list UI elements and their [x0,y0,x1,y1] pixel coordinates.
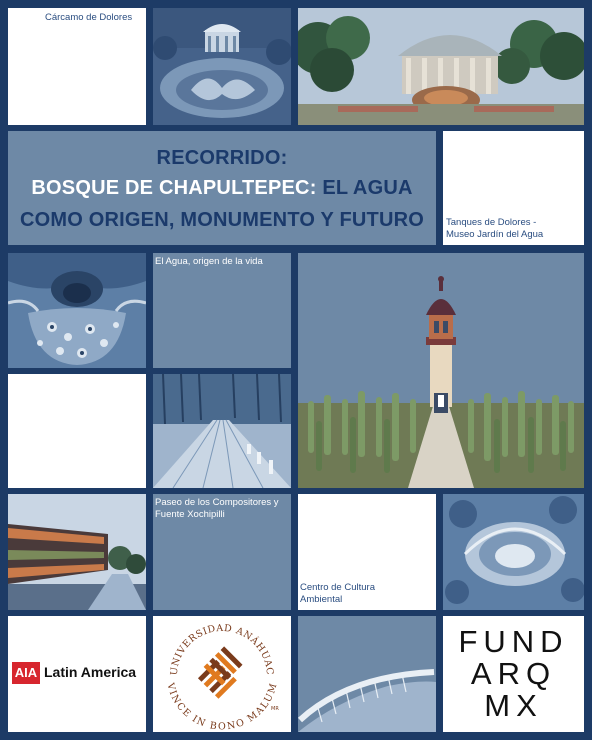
centro-label [300,582,375,606]
fundarq-line-3: MX [484,688,543,723]
tanques-label-line-1: Tanques de Dolores - [446,217,537,228]
anahuac-emblem [195,646,247,698]
carcamo-label: Cárcamo de Dolores [45,12,133,23]
paseo-photo [153,374,291,488]
title-line-2-part-1: BOSQUE DE CHAPULTEPEC: [31,177,323,199]
blank-tile-1 [8,374,146,488]
aia-logo-tile [8,616,146,732]
xochipilli-photo [8,494,146,610]
fundarq-line-2: ARQ [470,656,557,691]
centro-label-tile [298,494,436,610]
fundarq-logo-tile [443,616,584,732]
tower-cactus-illustration [298,253,584,488]
fundarq-logo [443,626,584,722]
title-line-2-part-2: EL AGUA [322,177,413,199]
anahuac-seal [153,616,291,732]
title-line-1: RECORRIDO: [156,147,288,169]
mural-photo [8,253,146,368]
anahuac-ring-top: UNIVERSIDAD ANÁHUAC [168,622,276,676]
agua-origen-label: El Agua, origen de la vida [155,256,263,267]
centro-label-line-1: Centro de Cultura [300,582,375,593]
tanques-label [446,217,543,241]
title-line-2 [8,177,436,200]
fundarq-line-1: FUND [458,624,569,659]
title-line-3: COMO ORIGEN, MONUMENTO Y FUTURO [20,209,424,231]
agua-origen-label-tile [153,253,291,368]
paseo-label [155,497,279,521]
tanques-label-tile [443,131,584,245]
carcamo-label-tile [8,8,146,125]
carcamo-photo-pavilion [298,8,584,125]
carcamo-photo-aerial [153,8,291,125]
paseo-label-line-1: Paseo de los Compositores y [155,497,279,508]
paseo-label-tile [153,494,291,610]
title-box [8,131,436,245]
paseo-label-line-2: Fuente Xochipilli [155,509,225,520]
bridge-illustration [298,616,436,732]
anahuac-ring-bottom: VINCE IN BONO MALUM [164,681,280,732]
centro-aerial-photo [443,494,584,610]
aia-mark: AIA [12,662,40,684]
centro-label-line-2: Ambiental [300,594,343,605]
tanques-label-line-2: Museo Jardín del Agua [446,229,544,240]
anahuac-mr: MR [271,706,279,712]
aia-text: Latin America [44,664,137,680]
anahuac-logo-tile [153,616,291,732]
